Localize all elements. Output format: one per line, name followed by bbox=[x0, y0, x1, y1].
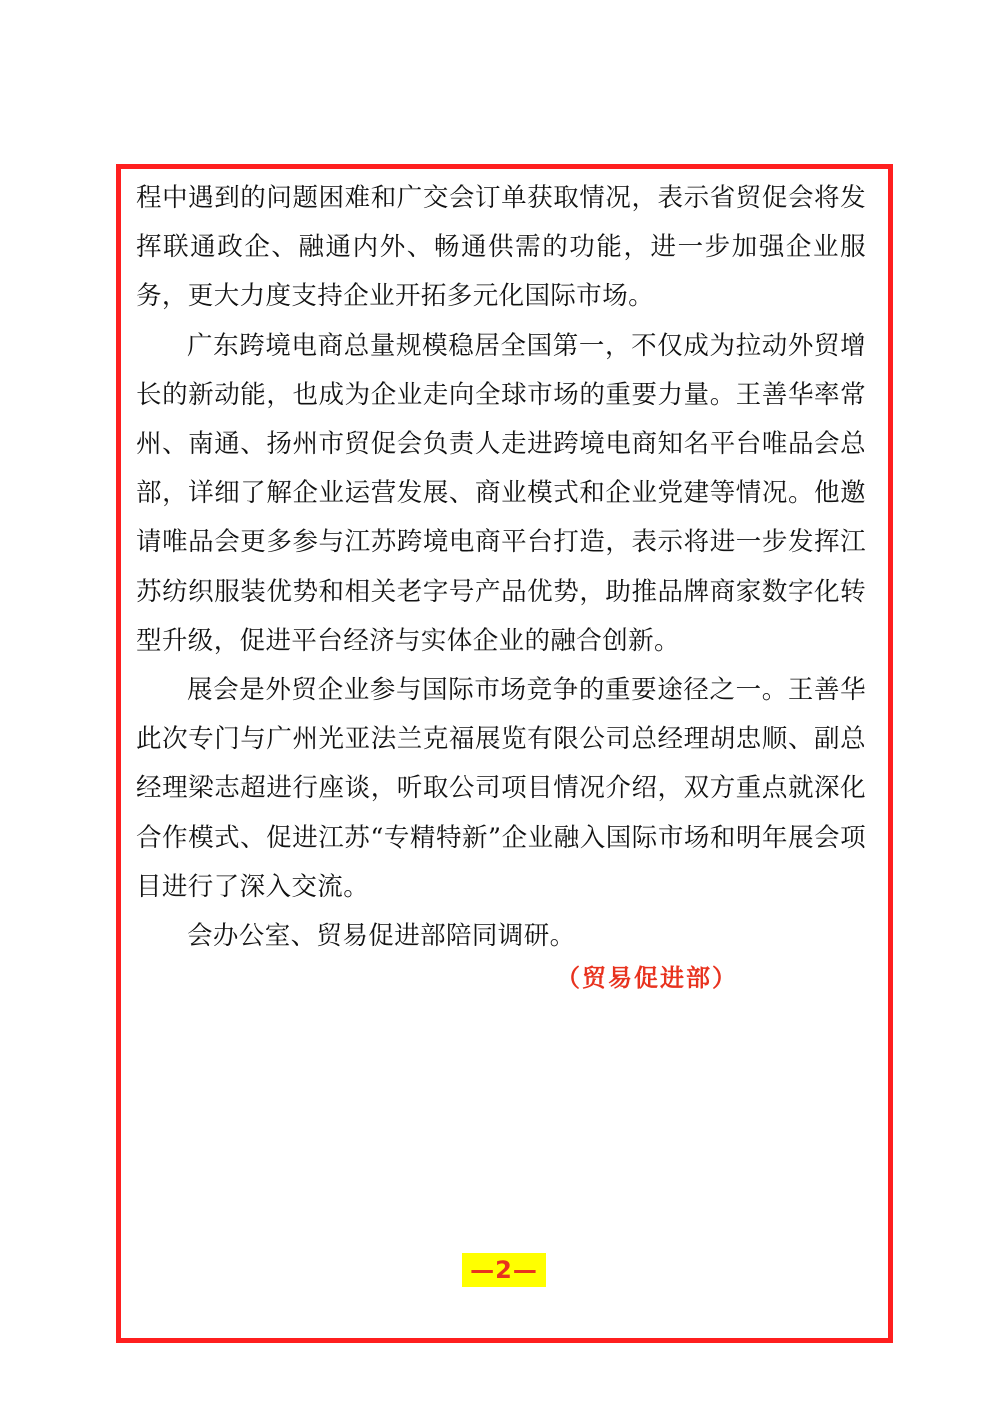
department-signature: （贸易促进部） bbox=[556, 963, 738, 992]
page-number: —2— bbox=[470, 1256, 538, 1284]
paragraph-accompanying: 会办公室、贸易促进部陪同调研。 bbox=[187, 921, 576, 952]
article-body bbox=[136, 174, 866, 961]
paragraph-exhibition: 展会是外贸企业参与国际市场竞争的重要途径之一。王善华此次专门与广州光亚法兰克福展览有限公司总经理胡忠顺、副总经理梁志超进行座谈，听取公司项目情况介绍，双方重点就深化合作模式、促进江苏“专精特新”企业融入国际市场和明年展会项目进行了深入交流。 bbox=[136, 675, 866, 902]
page-number-highlight bbox=[462, 1253, 546, 1287]
paragraph-continued: 程中遇到的问题困难和广交会订单获取情况，表示省贸促会将发挥联通政企、融通内外、畅通供需的功能，进一步加强企业服务，更大力度支持企业开拓多元化国际市场。 bbox=[136, 183, 866, 312]
paragraph-cross-border-ecommerce: 广东跨境电商总量规模稳居全国第一，不仅成为拉动外贸增长的新动能，也成为企业走向全球市场的重要力量。王善华率常州、南通、扬州市贸促会负责人走进跨境电商知名平台唯品会总部，详细了解企业运营发展、商业模式和企业党建等情况。他邀请唯品会更多参与江苏跨境电商平台打造，表示将进一步发挥江苏纺织服装优势和相关老字号产品优势，助推品牌商家数字化转型升级，促进平台经济与实体企业的融合创新。 bbox=[136, 330, 866, 656]
